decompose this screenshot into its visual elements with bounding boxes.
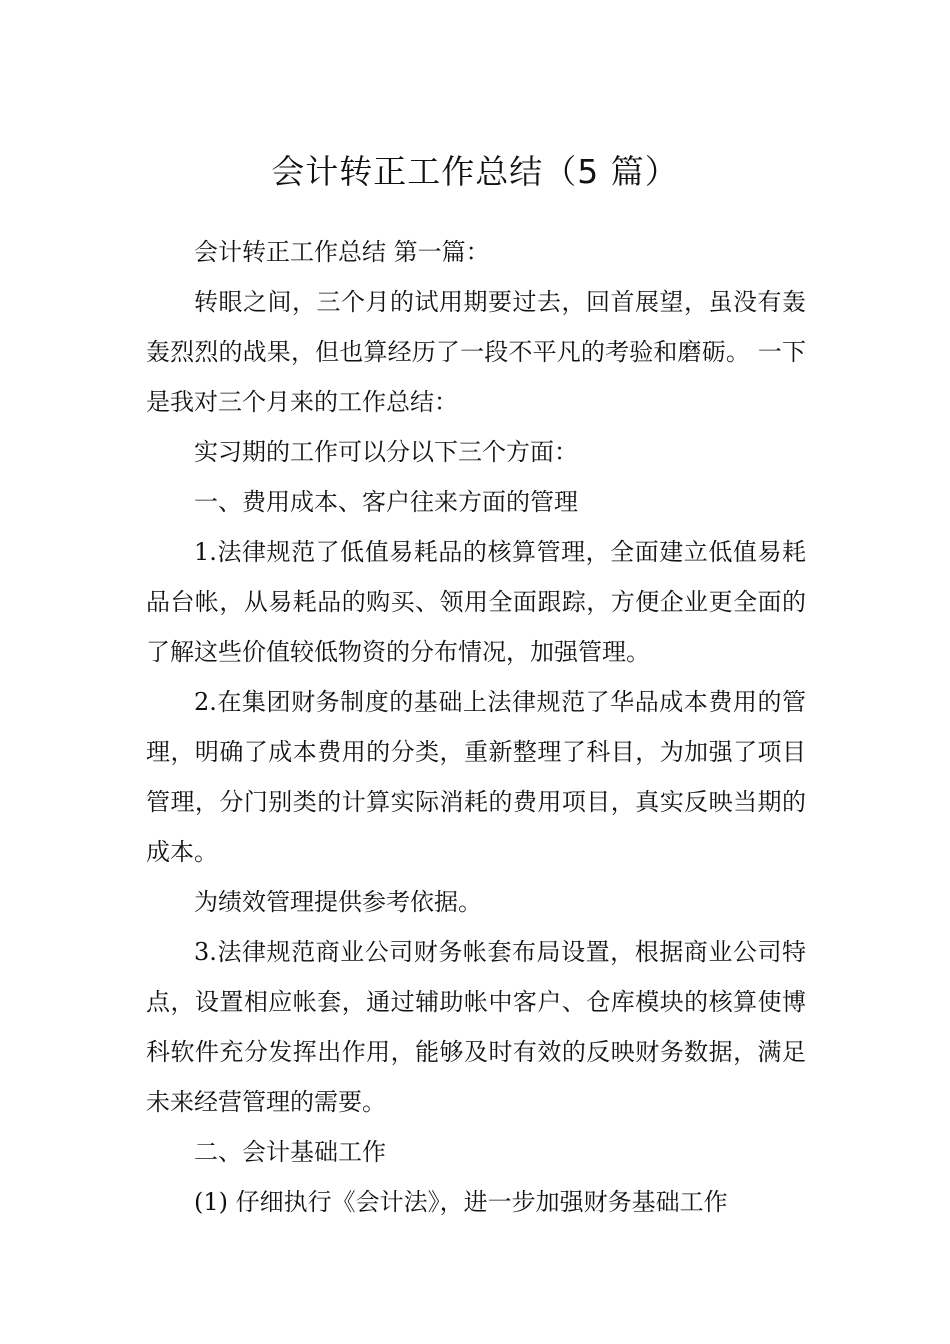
- section-heading: 二、会计基础工作: [194, 1138, 386, 1166]
- paragraph: 为绩效管理提供参考依据。: [194, 888, 482, 916]
- paragraph: 2.在集团财务制度的基础上法律规范了华品成本费用的管理，明确了成本费用的分类，重新整理了科目，为加强了项目管理，分门别类的计算实际消耗的费用项目，真实反映当期的成本。: [146, 688, 806, 866]
- document-title: 会计转正工作总结（5 篇）: [271, 152, 679, 192]
- paragraph: (1) 仔细执行《会计法》，进一步加强财务基础工作: [194, 1188, 728, 1216]
- paragraph: 3.法律规范商业公司财务帐套布局设置，根据商业公司特点，设置相应帐套，通过辅助帐中客户、仓库模块的核算使博科软件充分发挥出作用，能够及时有效的反映财务数据，满足未来经营管理的需要。: [146, 938, 806, 1116]
- section-heading: 一、费用成本、客户往来方面的管理: [194, 488, 578, 516]
- document-body: [146, 227, 806, 1227]
- paragraph: 会计转正工作总结 第一篇：: [194, 238, 490, 266]
- paragraph: 实习期的工作可以分以下三个方面：: [194, 438, 578, 466]
- paragraph: 1.法律规范了低值易耗品的核算管理，全面建立低值易耗品台帐，从易耗品的购买、领用全面跟踪，方便企业更全面的了解这些价值较低物资的分布情况，加强管理。: [146, 538, 806, 666]
- paragraph: 转眼之间，三个月的试用期要过去，回首展望，虽没有轰轰烈烈的战果，但也算经历了一段不平凡的考验和磨砺。 一下是我对三个月来的工作总结：: [146, 288, 806, 416]
